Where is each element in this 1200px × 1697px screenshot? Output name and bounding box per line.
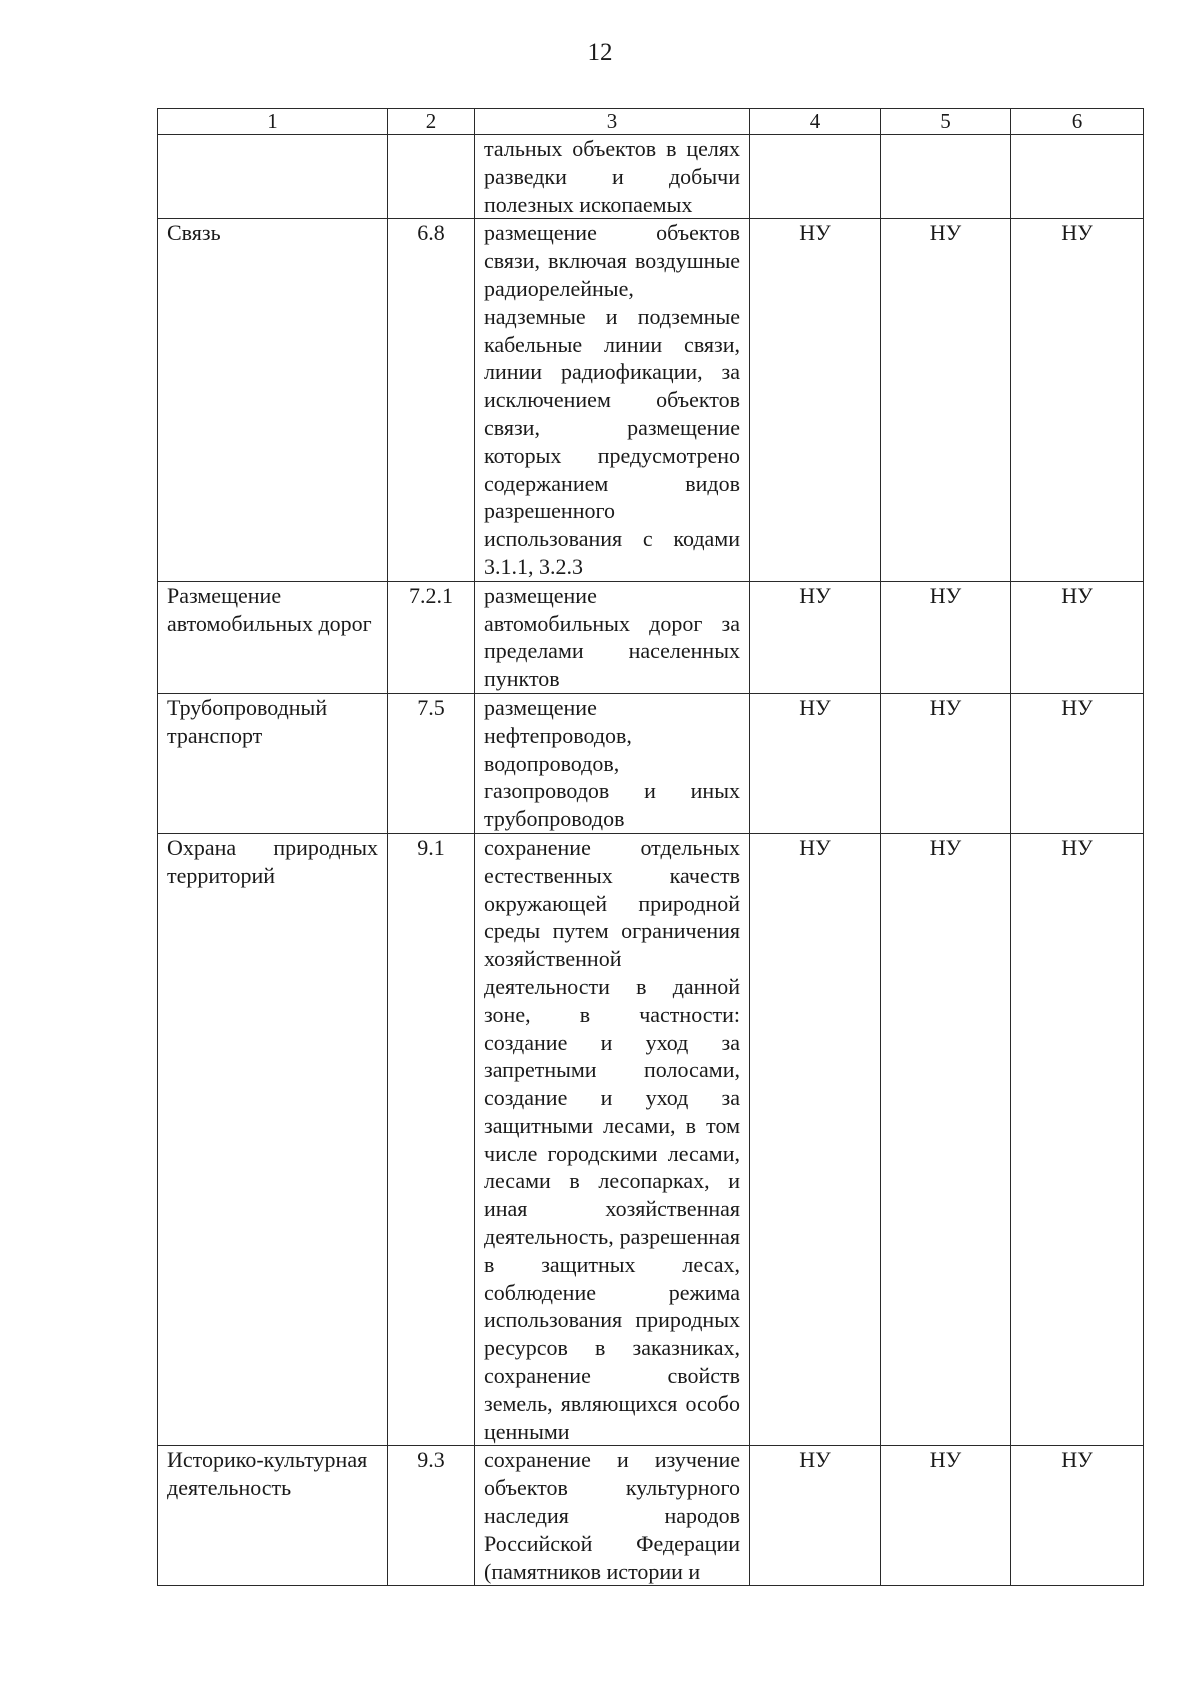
use-code-cell	[388, 135, 475, 219]
value-cell: НУ	[750, 693, 881, 833]
value-cell: НУ	[750, 1446, 881, 1586]
column-number-row	[158, 109, 1144, 135]
value-cell: НУ	[1011, 581, 1144, 693]
value-cell: НУ	[750, 219, 881, 581]
value-cell: НУ	[1011, 219, 1144, 581]
value-cell: НУ	[881, 581, 1011, 693]
table-row	[158, 833, 1144, 1446]
use-description-cell: размещение автомобильных дорог за пределами населенных пунктов	[475, 581, 750, 693]
use-description-cell: тальных объектов в целях разведки и добычи полезных ископаемых	[475, 135, 750, 219]
column-header: 2	[388, 109, 475, 135]
value-cell: НУ	[1011, 833, 1144, 1446]
use-code-cell: 9.3	[388, 1446, 475, 1586]
value-cell: НУ	[1011, 693, 1144, 833]
use-name-cell	[158, 135, 388, 219]
column-header: 4	[750, 109, 881, 135]
column-header: 6	[1011, 109, 1144, 135]
use-description-cell: размещение объектов связи, включая воздушные радиорелейные, надземные и подземные кабельные линии связи, линии радиофикации, за исключением объектов связи, размещение которых предусмотрено содержанием видов разрешенного использования с кодами 3.1.1, 3.2.3	[475, 219, 750, 581]
use-code-cell: 9.1	[388, 833, 475, 1446]
use-description-cell: размещение нефтепроводов, водопроводов, газопроводов и иных трубопроводов	[475, 693, 750, 833]
use-code-cell: 7.2.1	[388, 581, 475, 693]
table-row	[158, 1446, 1144, 1586]
use-code-cell: 6.8	[388, 219, 475, 581]
table-row	[158, 581, 1144, 693]
use-name-cell: Трубопроводный транспорт	[158, 693, 388, 833]
use-name-cell: Охрана природных территорий	[158, 833, 388, 1446]
table-row	[158, 135, 1144, 219]
value-cell: НУ	[1011, 1446, 1144, 1586]
column-header: 3	[475, 109, 750, 135]
table-row	[158, 693, 1144, 833]
page-number: 12	[587, 39, 613, 66]
value-cell: НУ	[881, 1446, 1011, 1586]
use-name-cell: Размещение автомобильных дорог	[158, 581, 388, 693]
use-name-cell: Связь	[158, 219, 388, 581]
value-cell: НУ	[750, 833, 881, 1446]
value-cell: НУ	[881, 219, 1011, 581]
land-use-table	[157, 108, 1144, 1586]
column-header: 1	[158, 109, 388, 135]
value-cell	[1011, 135, 1144, 219]
value-cell: НУ	[750, 581, 881, 693]
value-cell: НУ	[881, 833, 1011, 1446]
use-code-cell: 7.5	[388, 693, 475, 833]
value-cell: НУ	[881, 693, 1011, 833]
table-row	[158, 219, 1144, 581]
use-description-cell: сохранение отдельных естественных качеств окружающей природной среды путем ограничения хозяйственной деятельности в данной зоне, в частности: создание и уход за запретными полосами, создание и уход за защитными лесами, в том числе городскими лесами, лесами в лесопарках, и иная хозяйственная деятельность, разрешенная в защитных лесах, соблюдение режима использования природных ресурсов в заказниках, сохранение свойств земель, являющихся особо ценными	[475, 833, 750, 1446]
column-header: 5	[881, 109, 1011, 135]
value-cell	[881, 135, 1011, 219]
value-cell	[750, 135, 881, 219]
use-description-cell: сохранение и изучение объектов культурного наследия народов Российской Федерации (памятников истории и	[475, 1446, 750, 1586]
use-name-cell: Историко-культурная деятельность	[158, 1446, 388, 1586]
